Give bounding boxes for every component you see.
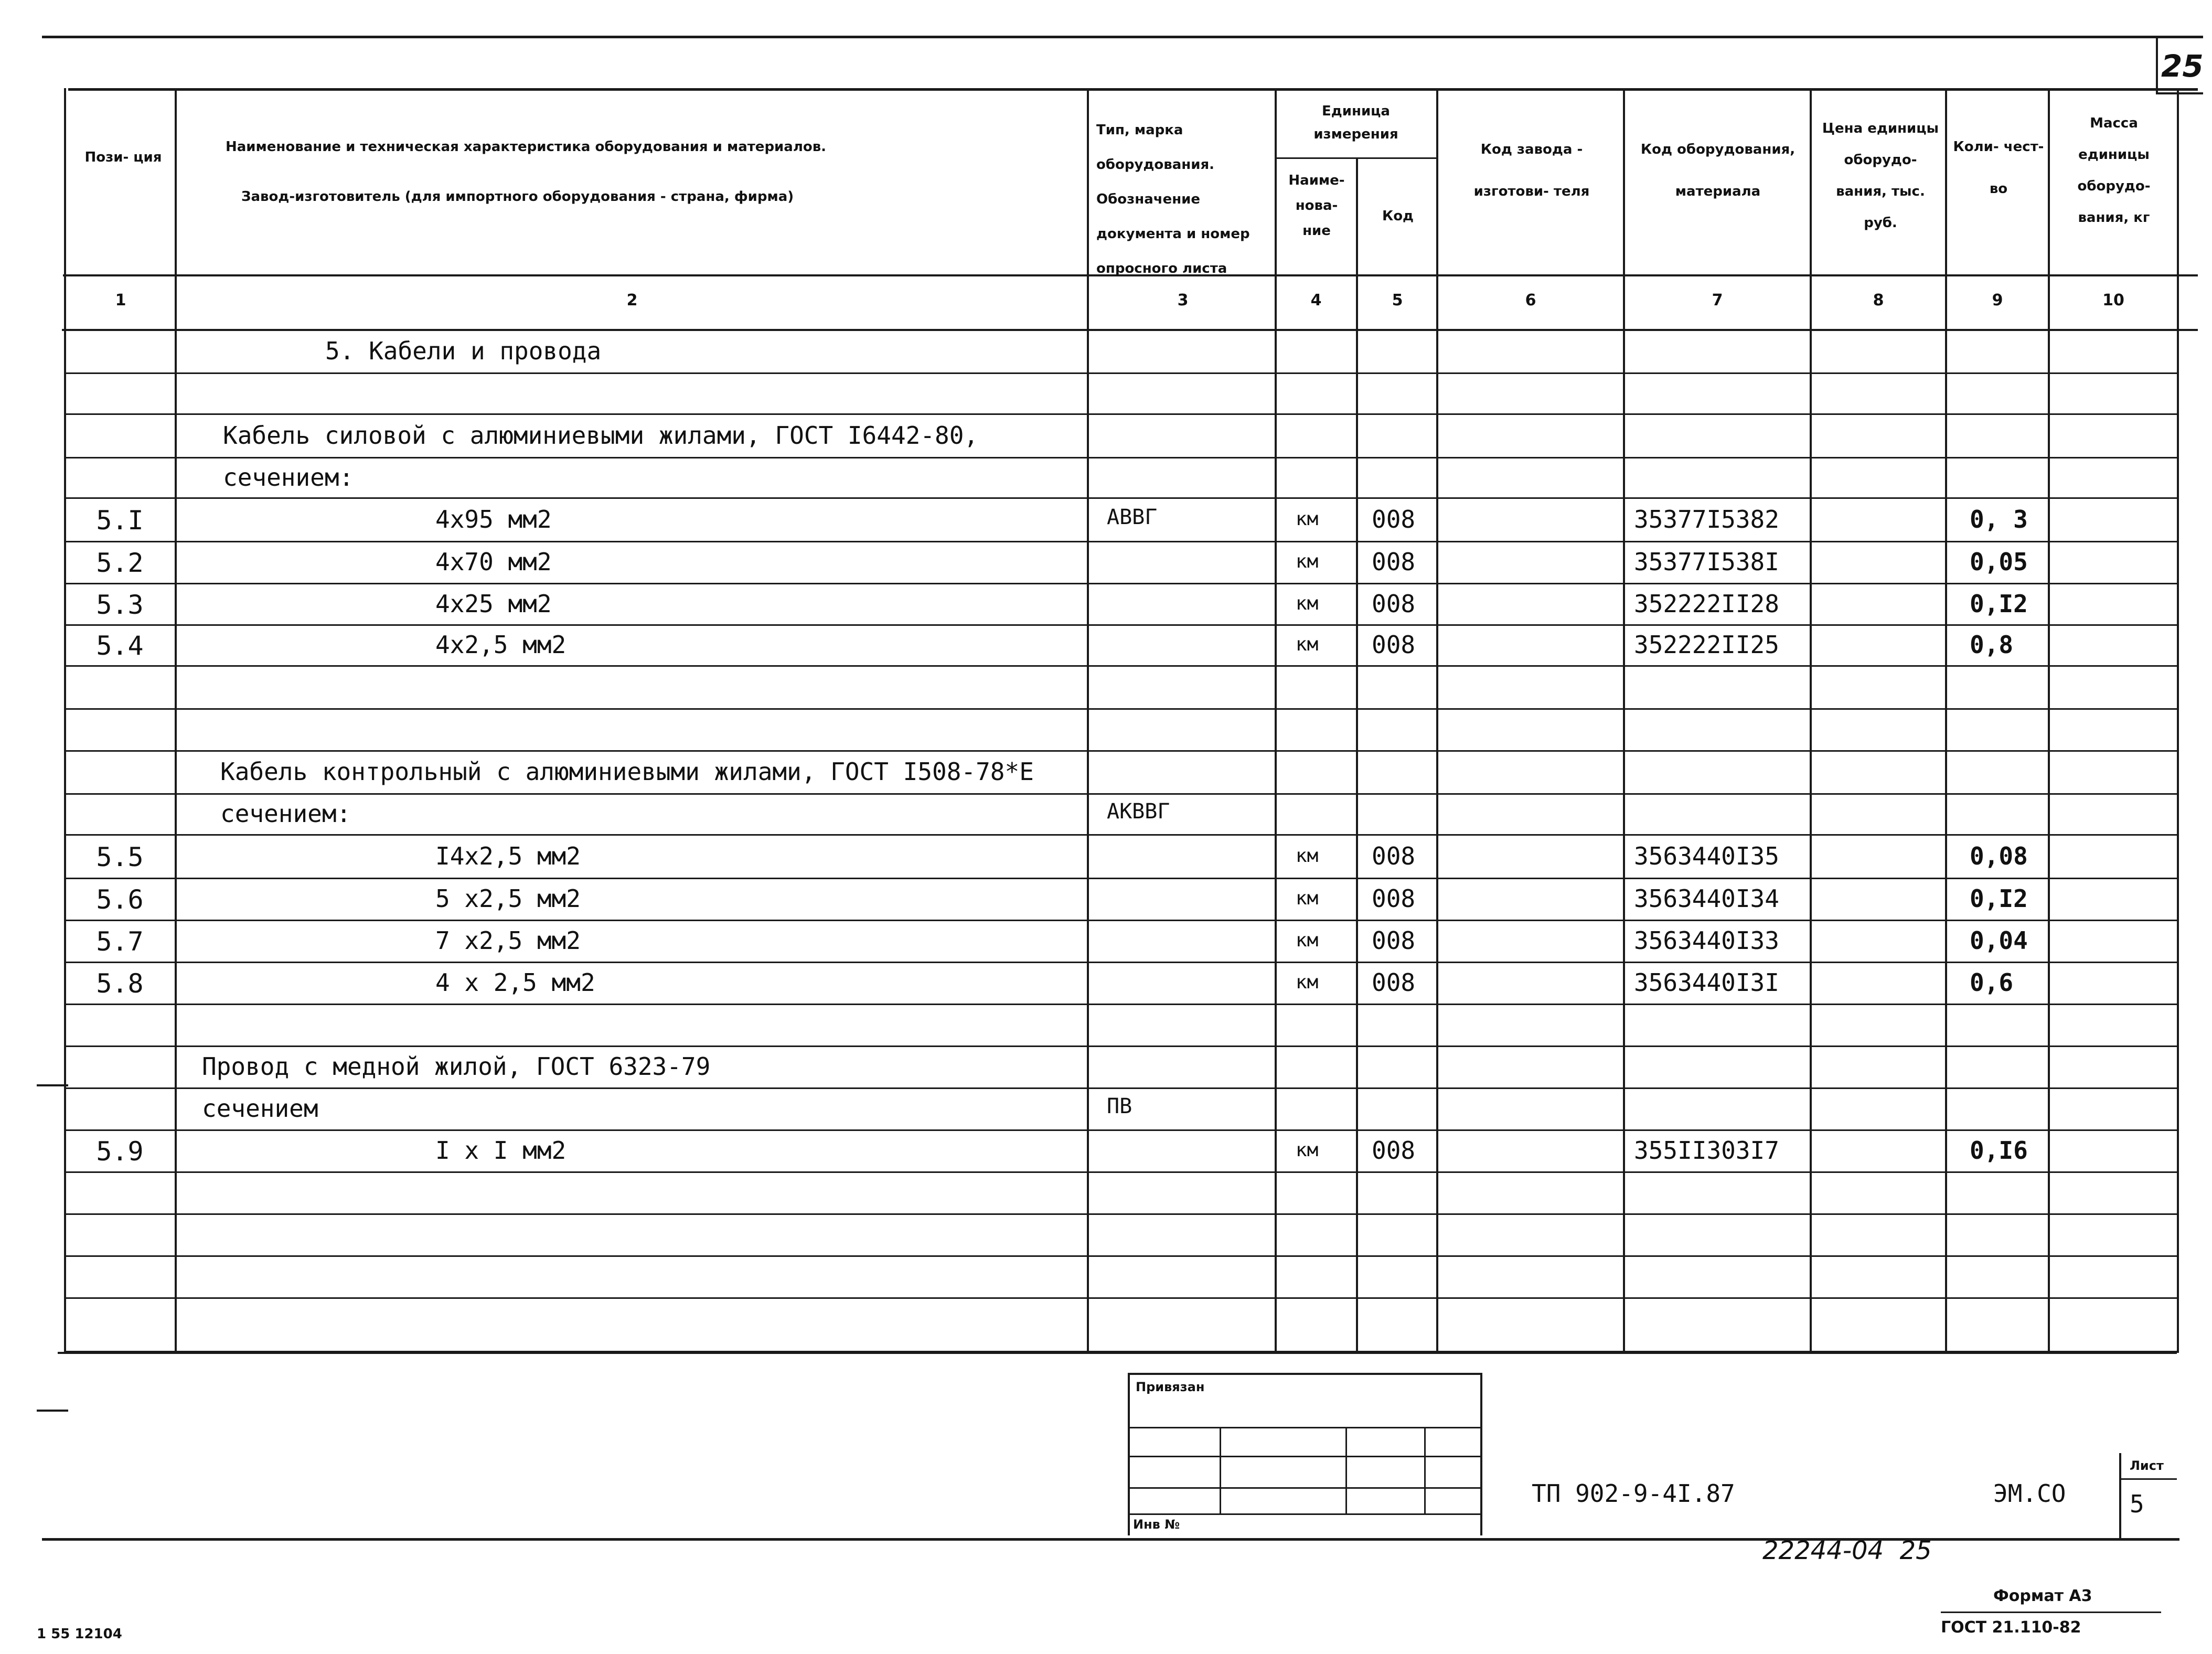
header-price: Цена единицы оборудо- вания, тыс. руб. <box>1822 121 1939 231</box>
colnum-6: 6 <box>1525 291 1536 310</box>
row-material-code: 3563440I35 <box>1634 841 1779 870</box>
colnum-7: 7 <box>1712 291 1723 310</box>
stamp-row-3 <box>1128 1487 1482 1489</box>
row-unit: км <box>1296 888 1319 909</box>
row-position: 5.5 <box>96 841 144 872</box>
row-divider <box>64 541 2178 542</box>
row-unit-code: 008 <box>1372 631 1416 659</box>
side-tick-1 <box>37 1084 68 1086</box>
row-unit-code: 008 <box>1372 926 1416 955</box>
col-line-10 <box>2177 88 2179 1353</box>
row-name: 4х70 мм2 <box>435 548 552 576</box>
colnum-9: 9 <box>1992 291 2003 310</box>
row-divider <box>64 793 2178 795</box>
stamp-top <box>1128 1373 1482 1375</box>
unit-split <box>1275 157 1437 159</box>
row-quantity: 0,I6 <box>1970 1136 2028 1165</box>
doc-suffix: ЭМ.СО <box>1993 1479 2066 1508</box>
col-line-9 <box>2048 88 2050 1353</box>
col-line-8 <box>1945 88 1947 1353</box>
row-divider <box>64 1351 2178 1352</box>
row-name: 7 х2,5 мм2 <box>435 926 581 955</box>
row-name: 4х25 мм2 <box>435 589 552 618</box>
row-divider <box>64 750 2178 752</box>
row-material-code: 352222II28 <box>1634 589 1779 618</box>
colnum-5: 5 <box>1392 291 1403 310</box>
header-unit-name: Наиме- нова- ние <box>1288 173 1345 239</box>
corner-box-left <box>2156 36 2158 93</box>
col-line-7 <box>1810 88 1812 1353</box>
row-position: 5.6 <box>96 884 144 915</box>
col-line-4 <box>1356 157 1358 1353</box>
row-divider <box>64 1087 2178 1089</box>
stamp-col-2 <box>1345 1427 1347 1513</box>
row-divider <box>64 1297 2178 1299</box>
col-line-3 <box>1275 88 1277 1353</box>
row-quantity: 0,I2 <box>1970 884 2028 913</box>
row-divider <box>64 1045 2178 1047</box>
row-divider <box>64 708 2178 710</box>
row-divider <box>64 962 2178 963</box>
header-factory-code: Код завода - изготови- теля <box>1473 142 1590 199</box>
col-line-6 <box>1623 88 1625 1353</box>
row-position: 5.8 <box>96 968 144 999</box>
top-border <box>42 36 2203 38</box>
row-quantity: 0, 3 <box>1970 505 2028 533</box>
row-divider <box>64 413 2178 415</box>
row-unit-code: 008 <box>1372 1136 1416 1165</box>
row-unit-code: 008 <box>1372 505 1416 533</box>
header-material-code: Код оборудования, материала <box>1640 142 1796 199</box>
row-divider <box>64 624 2178 626</box>
col-line-5 <box>1436 88 1438 1353</box>
colnum-10: 10 <box>2102 291 2124 310</box>
row-name: I4х2,5 мм2 <box>435 841 581 870</box>
row-position: 5.9 <box>96 1136 144 1167</box>
header-type: Тип, марка оборудования. Обозначение документа и номер опросного листа <box>1096 122 1250 276</box>
row-position: 5.4 <box>96 631 144 661</box>
row-name: 4 х 2,5 мм2 <box>435 968 595 997</box>
header-mass: Масса единицы оборудо- вания, кг <box>2077 115 2151 226</box>
colnum-2: 2 <box>626 291 638 310</box>
header-name-line2: Завод-изготовитель (для импортного оборудования - страна, фирма) <box>241 189 794 205</box>
row-unit: км <box>1296 634 1319 655</box>
stamp-inv: Инв № <box>1133 1517 1180 1532</box>
header-name-line1: Наименование и техническая характеристика оборудования и материалов. <box>226 139 827 155</box>
header-unit: Единица измерения <box>1313 103 1398 142</box>
colnum-4: 4 <box>1310 291 1322 310</box>
row-unit: км <box>1296 930 1319 951</box>
row-material-code: 35377I5382 <box>1634 505 1779 533</box>
row-position: 5.I <box>96 505 144 536</box>
row-name: 5. Кабели и провода <box>325 337 602 365</box>
row-name: 4х2,5 мм2 <box>435 631 567 659</box>
row-material-code: 352222II25 <box>1634 631 1779 659</box>
row-divider <box>64 1255 2178 1257</box>
header-position: Пози- ция <box>84 150 162 165</box>
row-divider <box>64 920 2178 921</box>
row-name: 4х95 мм2 <box>435 505 552 533</box>
row-name: I х I мм2 <box>435 1136 567 1165</box>
row-name: 5 х2,5 мм2 <box>435 884 581 913</box>
row-position: 5.7 <box>96 926 144 957</box>
row-quantity: 0,I2 <box>1970 589 2028 618</box>
row-name: сечением <box>202 1094 318 1123</box>
row-divider <box>64 1213 2178 1215</box>
row-divider <box>64 372 2178 374</box>
row-divider <box>64 1129 2178 1131</box>
sheet-label: Лист <box>2130 1458 2164 1473</box>
header-quantity: Коли- чест- во <box>1953 139 2044 197</box>
row-unit: км <box>1296 1139 1319 1161</box>
row-divider <box>64 834 2178 836</box>
corner-box-bottom <box>2156 92 2203 94</box>
stamp-right <box>1480 1373 1482 1535</box>
row-quantity: 0,6 <box>1970 968 2014 997</box>
stamp-col-3 <box>1424 1427 1426 1513</box>
row-position: 5.3 <box>96 589 144 620</box>
sheet-number: 5 <box>2130 1490 2144 1518</box>
row-name: Кабель силовой с алюминиевыми жилами, ГОСТ I6442-80, <box>223 421 979 450</box>
row-divider <box>64 1171 2178 1173</box>
gost-label: ГОСТ 21.110-82 <box>1941 1618 2081 1637</box>
stamp-privyazan: Привязан <box>1136 1380 1205 1394</box>
row-type: ПВ <box>1107 1094 1132 1118</box>
row-divider <box>64 583 2178 584</box>
row-material-code: 35377I538I <box>1634 548 1779 576</box>
sheet-box-left <box>2119 1453 2121 1540</box>
stamp-row-2 <box>1128 1456 1482 1457</box>
row-unit: км <box>1296 845 1319 867</box>
row-unit-code: 008 <box>1372 968 1416 997</box>
sheet-corner-number: 25 <box>2161 48 2204 84</box>
row-unit-code: 008 <box>1372 841 1416 870</box>
row-material-code: 3563440I33 <box>1634 926 1779 955</box>
stamp-row-4 <box>1128 1513 1482 1515</box>
table-top <box>68 88 2198 91</box>
row-divider <box>64 457 2178 458</box>
row-unit: км <box>1296 972 1319 993</box>
row-name: сечением: <box>220 799 351 828</box>
sheet-box-mid <box>2119 1478 2177 1480</box>
handwritten-number: 22244-04 25 <box>1762 1536 1932 1565</box>
row-type: АКВВГ <box>1107 799 1170 824</box>
row-name: Кабель контрольный с алюминиевыми жилами, ГОСТ I508-78*Е <box>220 757 1034 786</box>
colnum-8: 8 <box>1873 291 1884 310</box>
colnum-3: 3 <box>1177 291 1189 310</box>
row-quantity: 0,05 <box>1970 548 2028 576</box>
row-material-code: 3563440I3I <box>1634 968 1779 997</box>
side-tick-2 <box>37 1410 68 1412</box>
row-name: Провод с медной жилой, ГОСТ 6323-79 <box>202 1052 711 1081</box>
row-unit-code: 008 <box>1372 589 1416 618</box>
row-unit-code: 008 <box>1372 548 1416 576</box>
row-unit-code: 008 <box>1372 884 1416 913</box>
row-divider <box>64 1004 2178 1005</box>
stamp-left <box>1128 1373 1130 1535</box>
header-unit-code: Код <box>1382 208 1414 224</box>
col-line-1 <box>175 88 177 1353</box>
row-type: АВВГ <box>1107 505 1158 529</box>
row-quantity: 0,8 <box>1970 631 2014 659</box>
row-divider <box>64 665 2178 667</box>
row-divider <box>64 878 2178 879</box>
row-position: 5.2 <box>96 548 144 578</box>
row-material-code: 3563440I34 <box>1634 884 1779 913</box>
row-unit: км <box>1296 508 1319 530</box>
format-line <box>1941 1612 2161 1613</box>
row-unit: км <box>1296 592 1319 614</box>
row-quantity: 0,04 <box>1970 926 2028 955</box>
row-unit: км <box>1296 551 1319 572</box>
row-name: сечением: <box>223 463 354 492</box>
col-line-2 <box>1087 88 1089 1353</box>
row-material-code: 355II303I7 <box>1634 1136 1779 1165</box>
format-label: Формат А3 <box>1993 1587 2092 1605</box>
row-quantity: 0,08 <box>1970 841 2028 870</box>
stamp-col-1 <box>1220 1427 1221 1513</box>
colnum-1: 1 <box>115 291 126 310</box>
stamp-row-1 <box>1128 1427 1482 1428</box>
doc-code: ТП 902-9-4I.87 <box>1532 1479 1735 1508</box>
colnum-bottom <box>62 329 2198 331</box>
bottom-left-code: 1 55 12104 <box>37 1626 122 1642</box>
row-divider <box>64 497 2178 499</box>
